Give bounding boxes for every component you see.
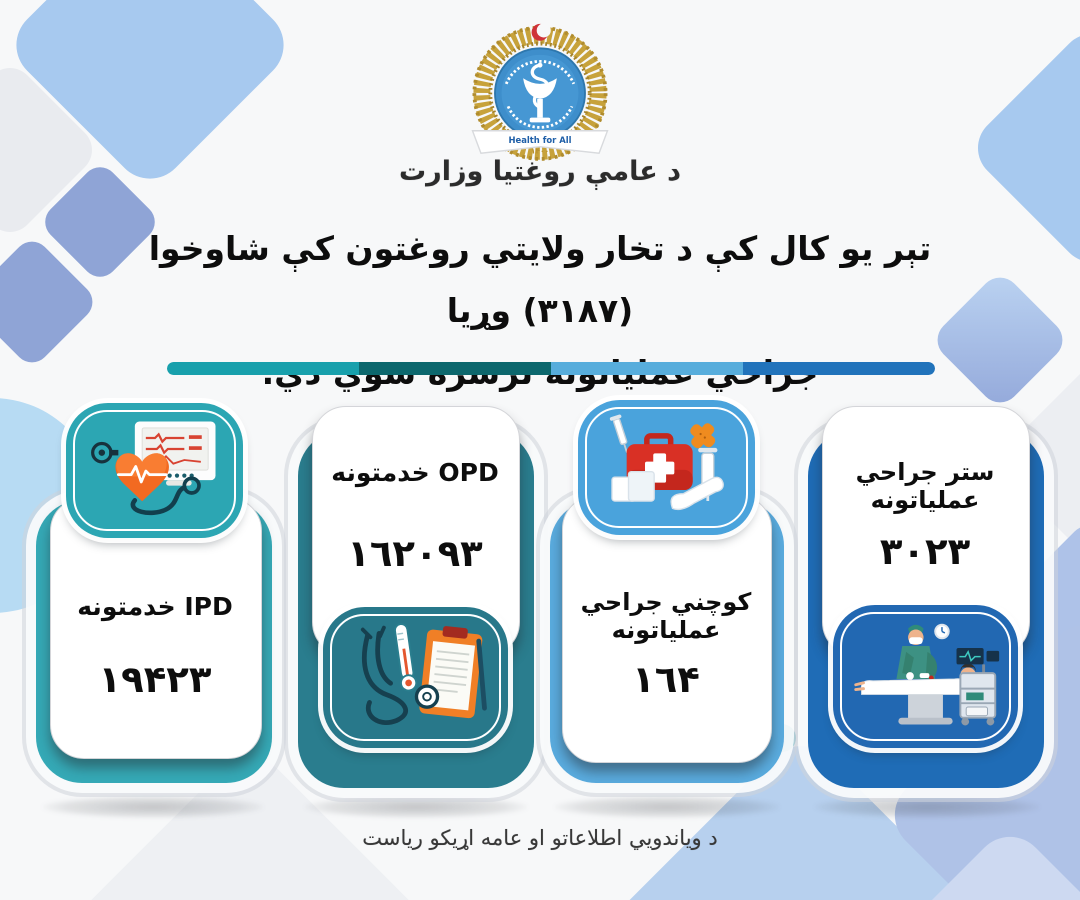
- card-icon-badge: [323, 607, 508, 748]
- ministry-emblem-logo: [440, 22, 640, 172]
- headline-line1: تېر يو کال کې د تخار ولايتي روغتون کې شاوخوا (۳۱۸۷) وړيا: [148, 229, 932, 330]
- card-icon-badge: [578, 400, 755, 535]
- bg-diamond: [965, 21, 1080, 276]
- divider-segment-light-blue: [551, 362, 743, 375]
- operating-room-icon: [848, 618, 1003, 736]
- card-label: IPD خدمتونه: [77, 592, 233, 621]
- card-value: ۳۰۲۳: [879, 530, 971, 573]
- card-value: ۱٦۴: [632, 658, 700, 701]
- card-value: ۱۹۴۲۳: [98, 658, 212, 701]
- stethoscope-clipboard-icon: [338, 620, 493, 735]
- card-label: OPD خدمتونه: [331, 458, 499, 487]
- banner-ribbon: [473, 131, 608, 156]
- card-shadow: [814, 796, 1040, 818]
- banner-text: Health for All: [508, 134, 572, 145]
- card-shadow: [554, 796, 780, 818]
- headline: [120, 218, 960, 404]
- first-aid-kit-icon: [592, 413, 742, 523]
- card-icon-badge: [66, 403, 243, 538]
- divider-bar: [167, 362, 935, 375]
- divider-segment-blue: [743, 362, 935, 375]
- card-label: کوچني جراحي عملياتونه: [580, 588, 752, 644]
- card-value: ۱٦۲۰۹۳: [347, 532, 483, 575]
- card-shadow: [42, 796, 264, 818]
- card-icon-badge: [833, 605, 1018, 748]
- card-label: ستر جراحي عملياتونه: [855, 458, 995, 514]
- ministry-name-calligraphy: د عامې روغتیا وزارت: [399, 156, 681, 187]
- footer-directorate-calligraphy: د وياندويي اطلاعاتو او عامه اړيکو رياست: [362, 826, 718, 850]
- divider-segment-teal: [167, 362, 359, 375]
- card-shadow: [304, 796, 528, 818]
- banner-year: ۱۴۰۰: [530, 146, 550, 156]
- divider-segment-dark-teal: [359, 362, 551, 375]
- heart-monitor-icon: [80, 416, 230, 526]
